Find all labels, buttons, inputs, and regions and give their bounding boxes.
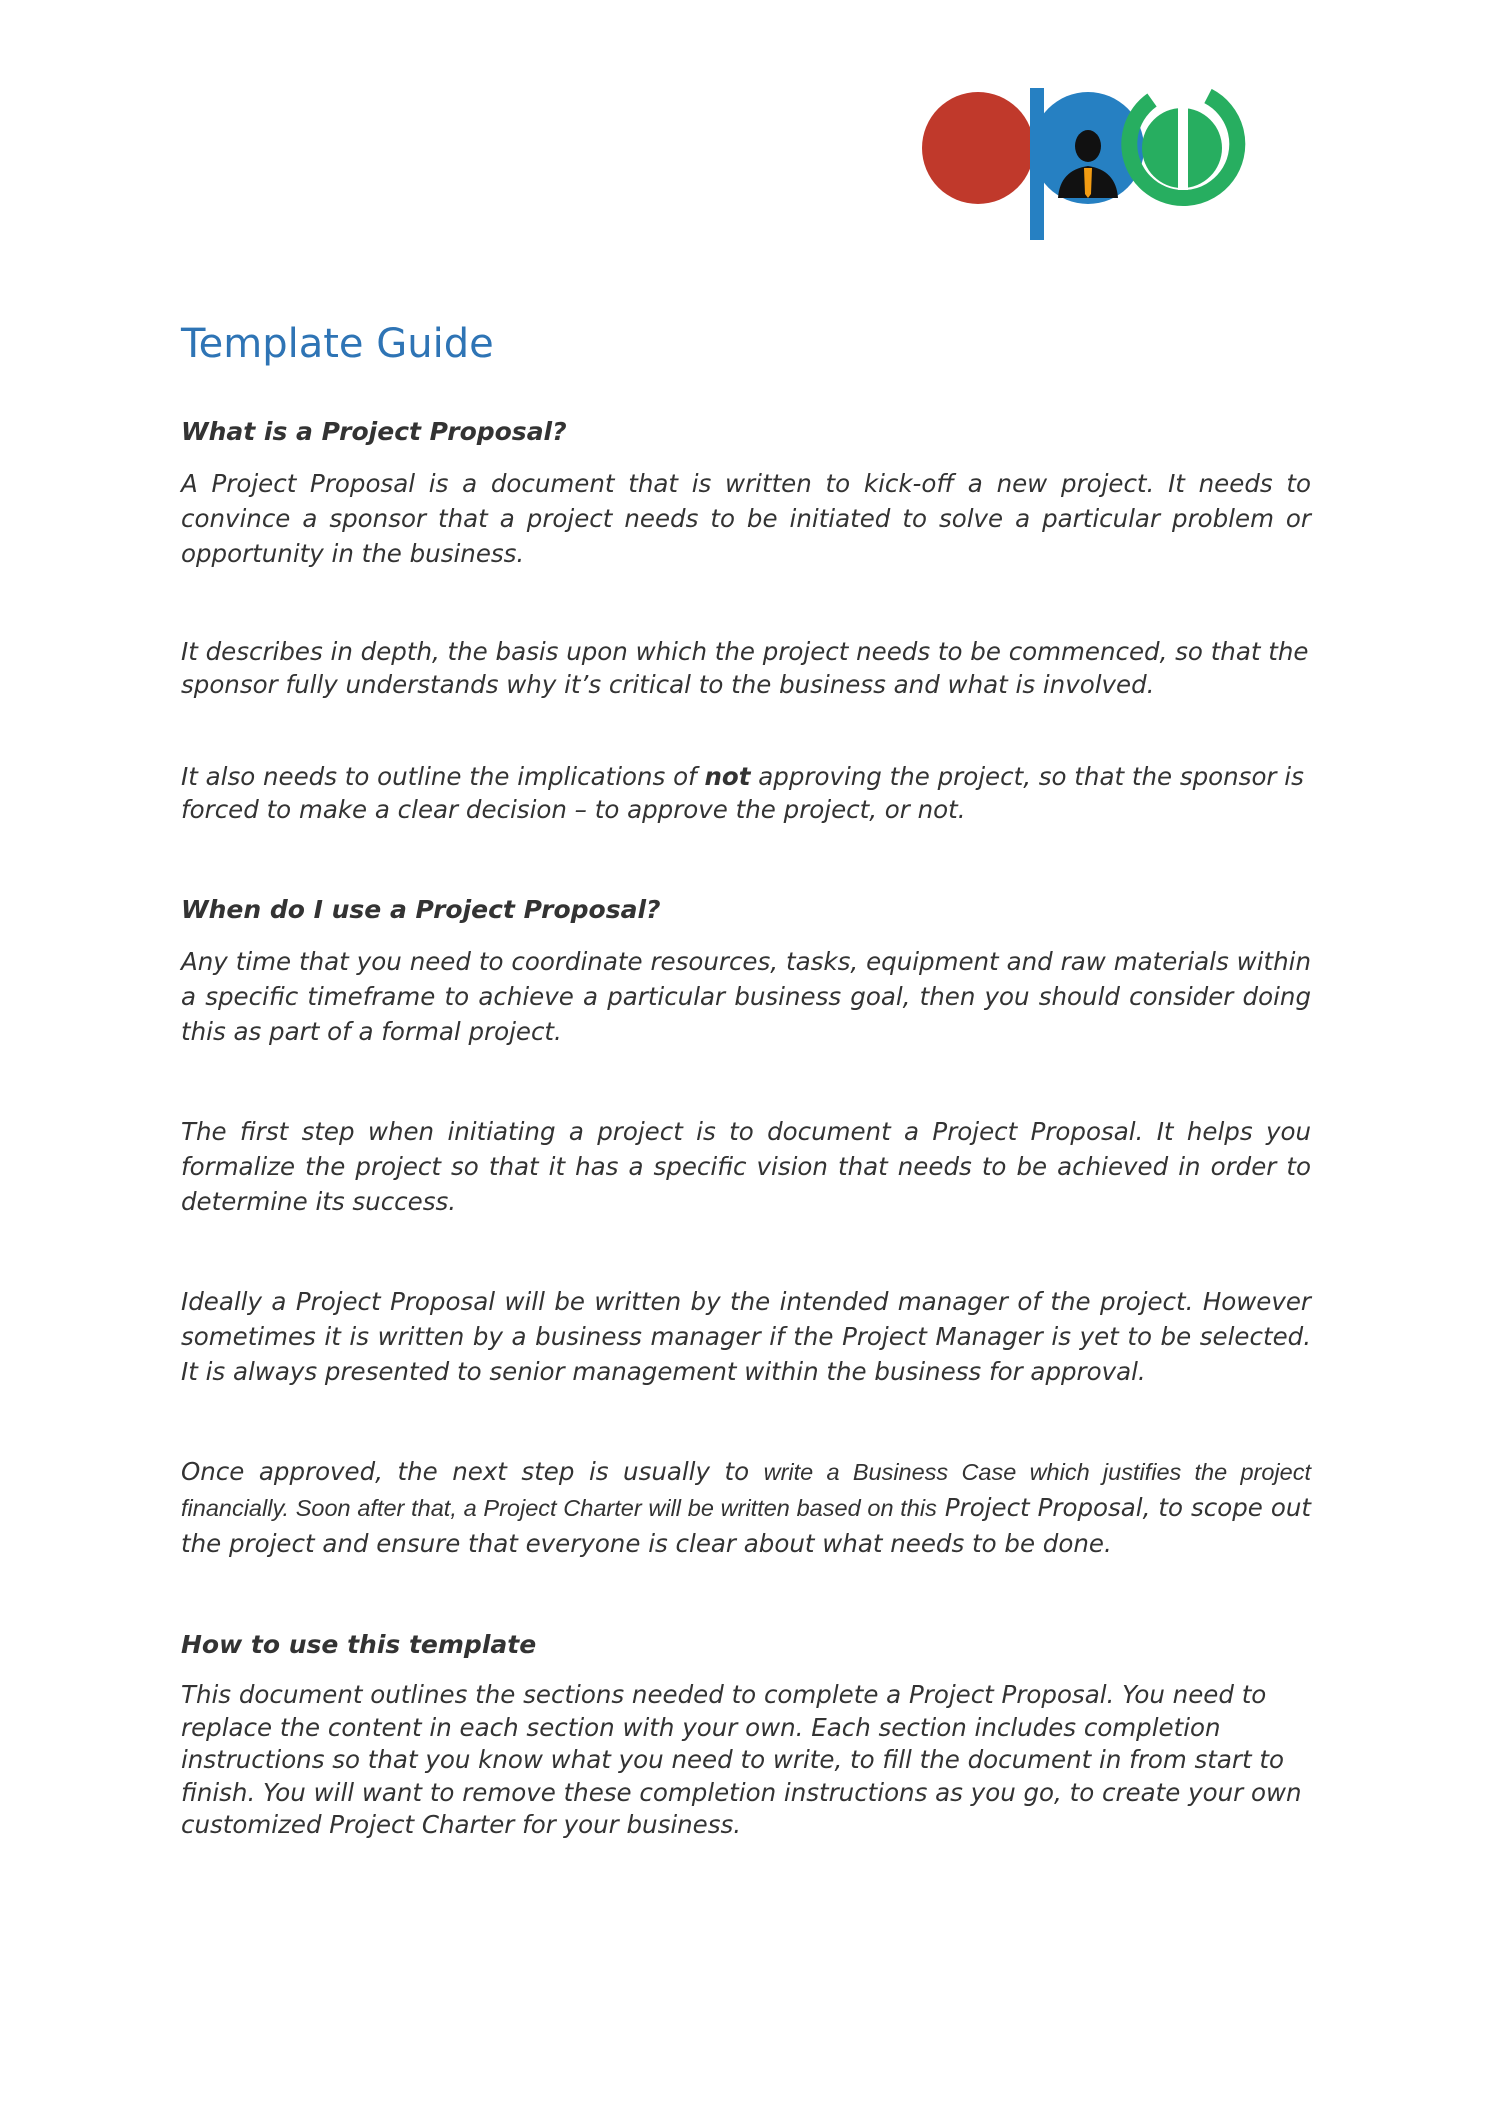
section-heading: How to use this template [181, 1630, 537, 1659]
paragraph: Any time that you need to coordinate resources, tasks, equipment and raw materials within a specific timeframe to achieve a particular business goal, then you should consider doing this as part of a formal project. [181, 947, 1311, 1046]
paragraph-text: It also needs to outline the implications of [181, 762, 705, 791]
paragraph-text: Project Proposal, to scope out the project and ensure that everyone is clear about what needs to be done. [181, 1493, 1311, 1558]
apm-logo [920, 86, 1256, 242]
emphasis-text: not [704, 762, 751, 791]
paragraph: A Project Proposal is a document that is written to kick-off a new project. It needs to convince a sponsor that a project needs to be initiated to solve a particular problem or opportunity in the business. [181, 469, 1311, 568]
section-what-is [181, 416, 1311, 826]
section-when-to-use [181, 894, 1311, 1561]
logo-green-notch [1178, 100, 1188, 190]
logo-red-circle [922, 92, 1034, 204]
section-heading: When do I use a Project Proposal? [181, 895, 661, 924]
document-body [181, 318, 1311, 1842]
paragraph-text-alt-font: write a Business Case which justifies the project financially. Soon after that, a Project Charter will be written based on this [181, 1459, 1311, 1521]
paragraph: It describes in depth, the basis upon which the project needs to be commenced, so that the sponsor fully understands why it’s critical to the business and what is involved. [181, 637, 1309, 699]
paragraph-mixed-font [181, 1454, 1311, 1561]
section-heading: What is a Project Proposal? [181, 417, 567, 446]
paragraph-with-emphasis [181, 761, 1311, 826]
paragraph-text: Once approved, the next step is usually to [181, 1457, 764, 1486]
paragraph: This document outlines the sections needed to complete a Project Proposal. You need to replace the content in each section with your own. Each section includes completion instructions so that you know what you need to write, to fill the document in from start to finish. You will want to remove these completion instructions as you go, to create your own customized Project Charter for your business. [181, 1680, 1302, 1839]
apm-logo-graphic [920, 86, 1256, 242]
section-how-to-use [181, 1629, 1311, 1842]
paragraph: Ideally a Project Proposal will be written by the intended manager of the project. However sometimes it is written by a business manager if the Project Manager is yet to be selected. It is always presented to senior management within the business for approval. [181, 1287, 1311, 1386]
paragraph-text: approving the project, so that the sponsor is forced to make a clear decision – to approve the project, or not. [181, 762, 1304, 824]
page-title: Template Guide [181, 321, 494, 367]
paragraph: The first step when initiating a project is to document a Project Proposal. It helps you formalize the project so that it has a specific vision that needs to be achieved in order to determine its success. [181, 1117, 1311, 1216]
